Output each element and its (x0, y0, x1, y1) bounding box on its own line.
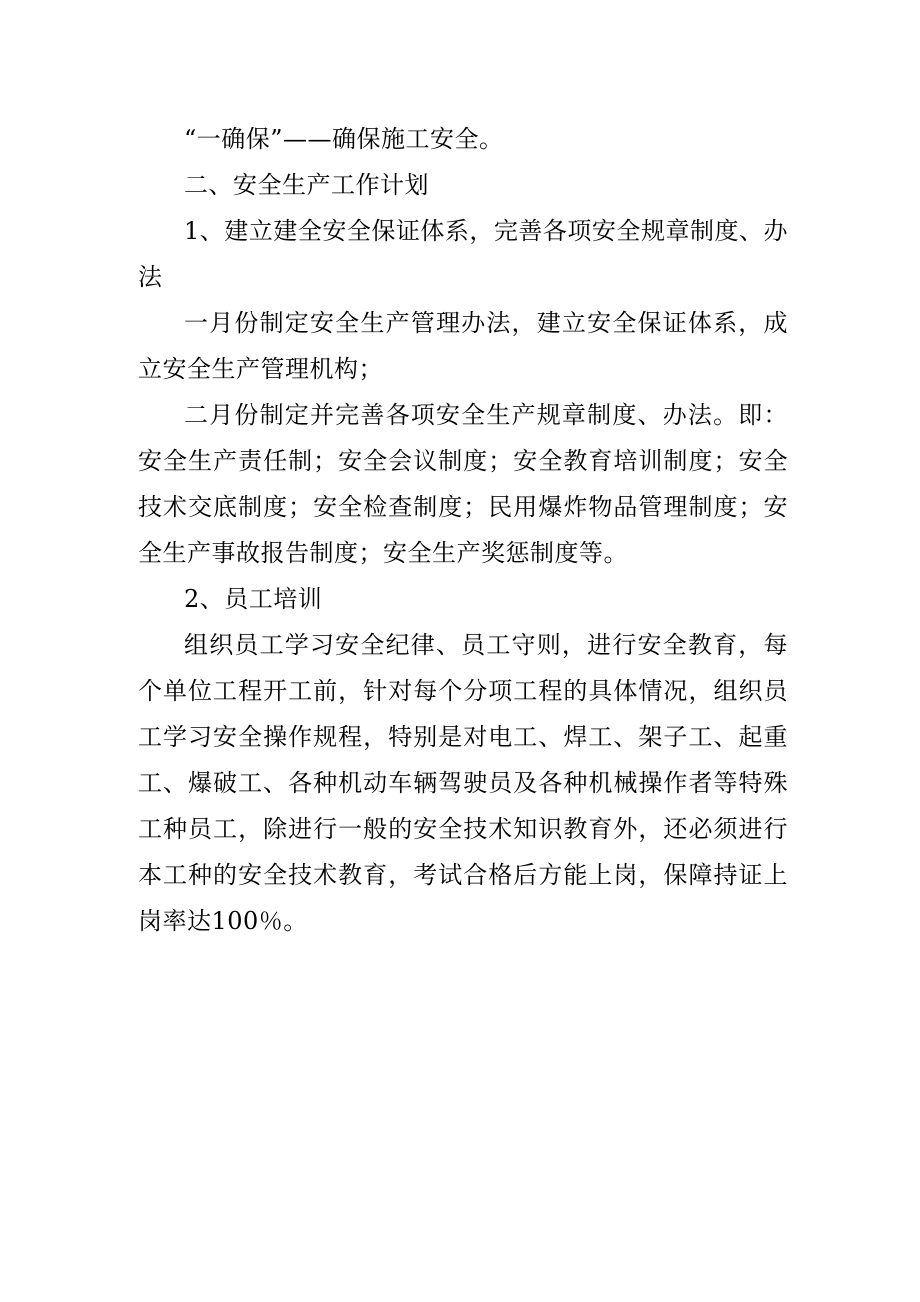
document-body (138, 116, 788, 944)
paragraph-training-details: 组织员工学习安全纪律、员工守则，进行安全教育，每个单位工程开工前，针对每个分项工程的具体情况，组织员工学习安全操作规程，特别是对电工、焊工、架子工、起重工、爆破工、各种机动车辆驾驶员及各种机械操作者等特殊工种员工，除进行一般的安全技术知识教育外，还必须进行本工种的安全技术教育，考试合格后方能上岗，保障持证上岗率达100％。 (138, 631, 788, 935)
paragraph-january-plan: 一月份制定安全生产管理办法，建立安全保证体系，成立安全生产管理机构； (138, 309, 788, 383)
subheading-safety-system: 1、建立建全安全保证体系，完善各项安全规章制度、办法 (138, 217, 788, 291)
paragraph-february-plan: 二月份制定并完善各项安全生产规章制度、办法。即：安全生产责任制；安全会议制度；安全教育培训制度；安全技术交底制度；安全检查制度；民用爆炸物品管理制度；安全生产事故报告制度；安全生产奖惩制度等。 (138, 401, 788, 567)
section-heading-work-plan: 二、安全生产工作计划 (184, 171, 429, 199)
subheading-staff-training: 2、员工培训 (184, 585, 323, 613)
paragraph-one-ensure: “一确保”——确保施工安全。 (184, 125, 504, 153)
